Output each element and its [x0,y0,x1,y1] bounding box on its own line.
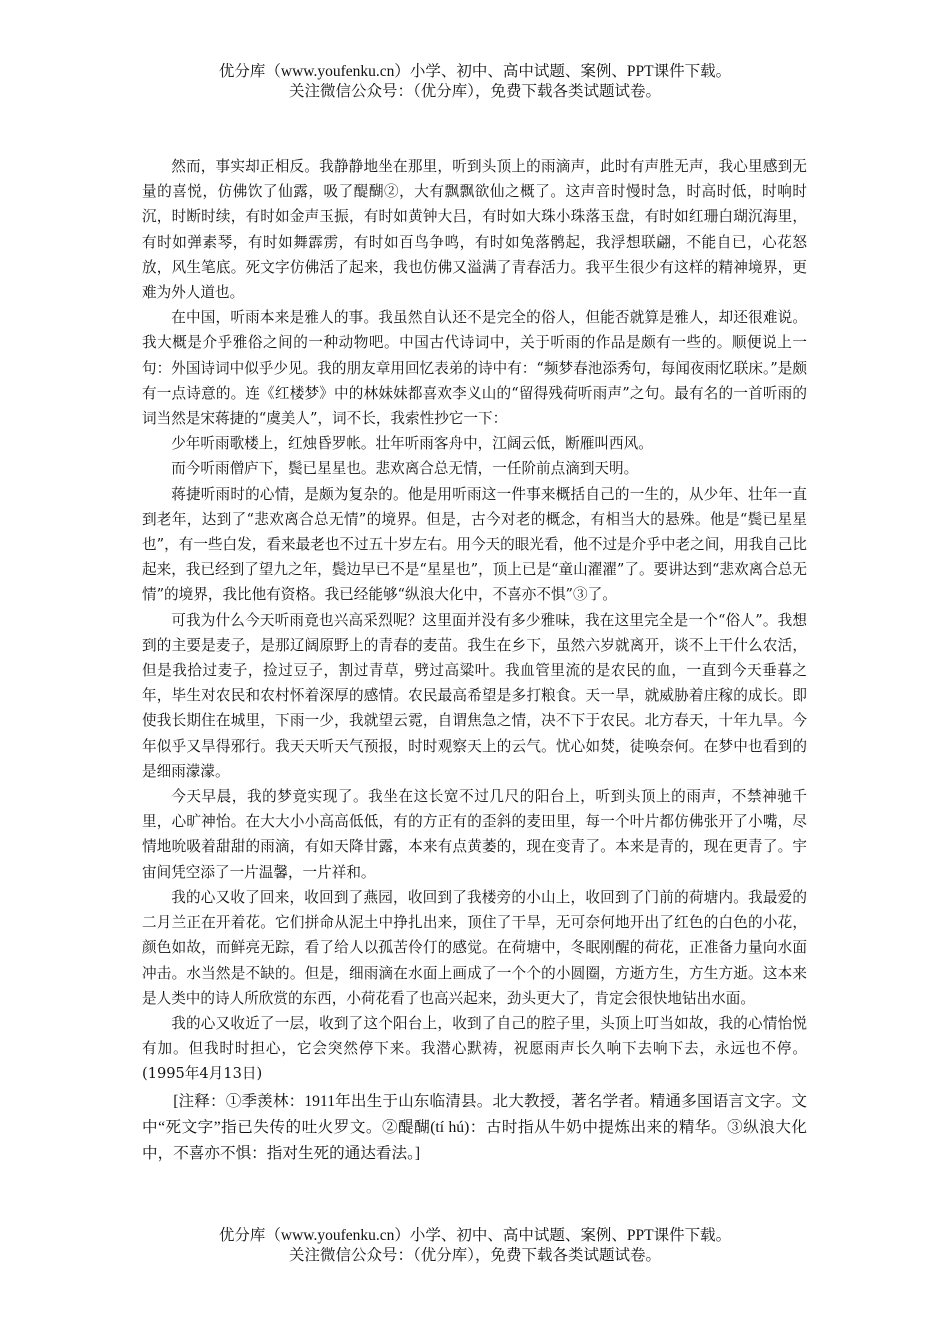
header-line-2: 关注微信公众号：（优分库），免费下载各类试题试卷。 [288,83,661,100]
header-line-1: 优分库（www.youfenku.cn）小学、初中、高中试题、案例、PPT课件下载。 [218,63,732,80]
article-body [142,154,807,1167]
footer-line-2: 关注微信公众号：（优分库），免费下载各类试题试卷。 [288,1247,661,1264]
paragraph-morning: 今天早晨，我的梦竟实现了。我坐在这长宽不过几尺的阳台上，听到头顶上的雨声，不禁神驰千里，心旷神怡。在大大小小高高低低，有的方正有的歪斜的麦田里，每一个叶片都仿佛张开了小嘴，尽情地吮吸着甜甜的雨滴，有如天降甘露，本来有点黄萎的，现在变青了。本来是青的，现在更青了。宇宙间凭空添了一片温馨，一片祥和。 [142,788,807,881]
paragraph-yanyuan: 我的心又收了回来，收回到了燕园，收回到了我楼旁的小山上，收回到了门前的荷塘内。我最爱的二月兰正在开着花。它们拼命从泥土中挣扎出来，顶住了干旱，无可奈何地开出了红色的白色的小花，颜色如故，而鲜亮无踪，看了给人以孤苦伶仃的感觉。在荷塘中，冬眠刚醒的荷花，正准备力量向水面冲击。水当然是不缺的。但是，细雨滴在水面上画成了一个个的小圆圈，方逝方生，方生方逝。这本来是人类中的诗人所欣赏的东西，小荷花看了也高兴起来，劲头更大了，肯定会很快地钻出水面。 [142,888,807,1007]
page-footer [0,1226,950,1266]
paragraph-wheat: 可我为什么今天听雨竟也兴高采烈呢？这里面并没有多少雅味，我在这里完全是一个“俗人”。我想到的主要是麦子，是那辽阔原野上的青春的麦苗。我生在乡下，虽然六岁就离开，谈不上干什么农活，但是我拾过麦子，捡过豆子，割过青草，劈过高粱叶。我血管里流的是农民的血，一直到今天垂暮之年，毕生对农民和农村怀着深厚的感情。农民最高希望是多打粮食。天一旱，就威胁着庄稼的成长。即使我长期住在城里，下雨一少，我就望云霓，自谓焦急之情，决不下于农民。北方春天，十年九旱。今年似乎又旱得邪行。我天天听天气预报，时时观察天上的云气。忧心如焚，徒唤奈何。在梦中也看到的是细雨濛濛。 [142,611,807,780]
paragraph-rain-sound: 然而，事实却正相反。我静静地坐在那里，听到头顶上的雨滴声，此时有声胜无声，我心里感到无量的喜悦，仿佛饮了仙露，吸了醍醐②，大有飘飘欲仙之概了。这声音时慢时急，时高时低，时响时沉，时断时续，有时如金声玉振，有时如黄钟大吕，有时如大珠小珠落玉盘，有时如红珊白瑚沉海里，有时如弹素琴，有时如舞霹雳，有时如百鸟争鸣，有时如兔落鹘起，我浮想联翩，不能自已，心花怒放，风生笔底。死文字仿佛活了起来，我也仿佛又溢满了青春活力。我平生很少有这样的精神境界，更难为外人道也。 [142,158,807,302]
annotation-note: [注释：①季羡林：1911年出生于山东临清县。北大教授，著名学者。精通多国语言文字。文中“死文字”指已失传的吐火罗文。②醍醐(tí hú)：古时指从牛奶中提炼出来的精华。③纵浪大化中，不喜亦不惧：指对生死的通达看法。] [142,1092,807,1162]
paragraph-listening-rain: 在中国，听雨本来是雅人的事。我虽然自认还不是完全的俗人，但能否就算是雅人，却还很难说。我大概是介乎雅俗之间的一种动物吧。中国古代诗词中，关于听雨的作品是颇有一些的。顺便说上一句：外国诗词中似乎少见。我的朋友章用回忆表弟的诗中有：“频梦春池添秀句，每闻夜雨忆联床。”是颇有一点诗意的。连《红楼梦》中的林妹妹都喜欢李义山的“留得残荷听雨声”之句。最有名的一首听雨的词当然是宋蒋捷的“虞美人”，词不长，我索性抄它一下： [142,309,807,428]
poem-line-1: 少年听雨歌楼上，红烛昏罗帐。壮年听雨客舟中，江阔云低，断雁叫西风。 [171,435,653,453]
page-header [0,62,950,102]
paragraph-balcony: 我的心又收近了一层，收到了这个阳台上，收到了自己的腔子里，头顶上叮当如故，我的心情怡悦有加。但我时时担心，它会突然停下来。我潜心默祷，祝愿雨声长久响下去响下去，永远也不停。(1995年4月13日) [142,1014,807,1083]
footer-line-1: 优分库（www.youfenku.cn）小学、初中、高中试题、案例、PPT课件下载。 [218,1227,732,1244]
paragraph-jiang-jie: 蒋捷听雨时的心情，是颇为复杂的。他是用听雨这一件事来概括自己的一生的，从少年、壮年一直到老年，达到了“悲欢离合总无情”的境界。但是，古今对老的概念，有相当大的悬殊。他是“鬓已星星也”，有一些白发，看来最老也不过五十岁左右。用今天的眼光看，他不过是介乎中老之间，用我自己比起来，我已经到了望九之年，鬓边早已不是“星星也”，顶上已是“童山濯濯”了。要讲达到“悲欢离合总无情”的境界，我比他有资格。我已经能够“纵浪大化中，不喜亦不惧”③了。 [142,485,807,604]
poem-line-2: 而今听雨僧庐下，鬓已星星也。悲欢离合总无情，一任阶前点滴到天明。 [171,460,639,478]
